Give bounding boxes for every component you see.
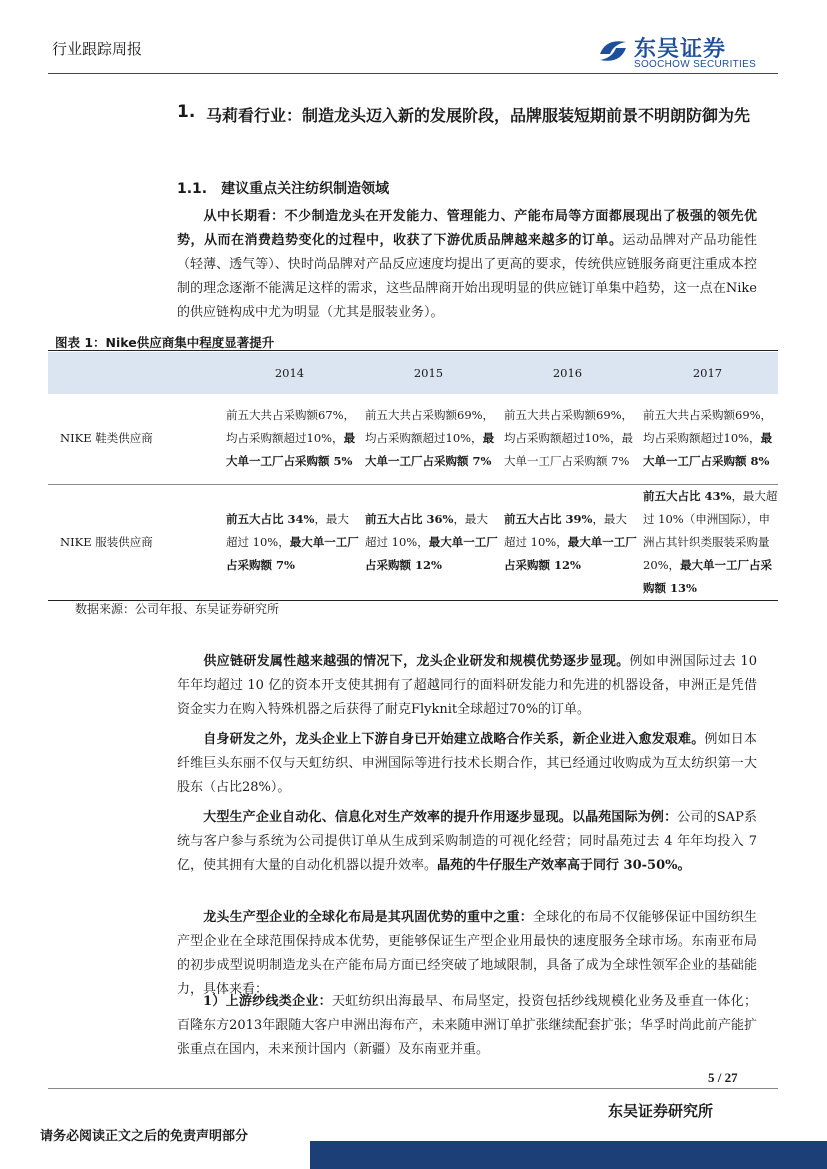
- paragraph-2-bold: 供应链研发属性越来越强的情况下，龙头企业研发和规模优势逐步显现。: [203, 654, 630, 669]
- table-header-cell: 2015: [359, 352, 498, 394]
- brand-logo: [594, 32, 774, 72]
- header-divider: [48, 73, 778, 74]
- table-header-row: [48, 352, 778, 394]
- table-cell: 前五大占比 43%，最大超过 10%（申洲国际），申洲占其针织类服装采购量 20%，最大单一工厂占采购额 13%: [643, 488, 778, 595]
- page-number: 5 / 27: [708, 1070, 738, 1085]
- section-number: 1.: [177, 102, 196, 122]
- paragraph-1: [177, 205, 757, 325]
- table-header-cell: 2017: [637, 352, 778, 394]
- paragraph-5: [177, 906, 757, 1002]
- table-row: [48, 484, 778, 600]
- paragraph-5-text: 全球化的布局不仅能够保证中国纺织生产型企业在全球范围保持成本优势，更能够保证生产型企业用最快的速度服务全球市场。东南亚布局的初步成型说明制造龙头在产能布局方面已经突破了地域限制，具备了成为全球性领军企业的基础能力，具体来看：: [177, 910, 757, 997]
- row-label: NIKE 服装供应商: [60, 534, 153, 549]
- table-cell: 前五大占比 34%，最大超过 10%，最大单一工厂占采购额 7%: [226, 511, 359, 572]
- paragraph-2-text: 例如申洲国际过去 10 年年均超过 10 亿的资本开支使其拥有了超越同行的面料研发能力和先进的机器设备，申洲正是凭借资金实力在购入特殊机器之后获得了耐克Flyknit全球超过70%的订单。: [177, 654, 757, 717]
- table-row: [48, 394, 778, 484]
- section-title: 马莉看行业：制造龙头迈入新的发展阶段，品牌服装短期前景不明朗防御为先: [206, 106, 751, 125]
- paragraph-6-bold: 1）上游纱线类企业：: [203, 994, 332, 1009]
- paragraph-4-bold-2: 晶苑的牛仔服生产效率高于同行 30-50%。: [437, 858, 691, 873]
- paragraph-4: [177, 806, 757, 878]
- table-cell: 前五大共占采购额69%，均占采购额超过10%，最大单一工厂占采购额 7%: [504, 408, 634, 469]
- table-cell: 前五大共占采购额69%，均占采购额超过10%，最大单一工厂占采购额 7%: [365, 408, 495, 469]
- subsection-heading: [177, 178, 389, 198]
- logo-en: SOOCHOW SECURITIES: [634, 59, 757, 70]
- paragraph-3-bold: 自身研发之外，龙头企业上下游自身已开始建立战略合作关系，新企业进入愈发艰难。: [203, 732, 705, 747]
- table-header-cell: [48, 352, 220, 394]
- table-cell: 前五大占比 36%，最大超过 10%，最大单一工厂占采购额 12%: [365, 511, 498, 572]
- logo-cn: 东吴证券: [634, 37, 727, 62]
- paragraph-3: [177, 728, 757, 800]
- table-header-cell: 2014: [220, 352, 359, 394]
- table-cell: 前五大占比 39%，最大超过 10%，最大单一工厂占采购额 12%: [504, 511, 637, 572]
- paragraph-5-bold: 龙头生产型企业的全球化布局是其巩固优势的重中之重：: [203, 910, 533, 925]
- figure-source: 数据来源：公司年报、东吴证券研究所: [75, 602, 280, 616]
- subsection-title: 建议重点关注纺织制造领域: [221, 181, 390, 197]
- paragraph-4-text: 公司的SAP系统与客户参与系统为公司提供订单从生成到采购制造的可视化经营；同时晶苑过去 4 年年均投入 7 亿，使其拥有大量的自动化机器以提升效率。: [177, 810, 757, 873]
- logo-mark-icon: [596, 36, 630, 66]
- table-cell: 前五大共占采购额69%，均占采购额超过10%，最大单一工厂占采购额 8%: [643, 408, 773, 469]
- supplier-table: [48, 352, 778, 601]
- paragraph-6-text: 天虹纺织出海最早、布局坚定，投资包括纱线规模化业务及垂直一体化；百隆东方2013年跟随大客户申洲出海布产，未来随申洲订单扩张继续配套扩张；华孚时尚此前产能扩张重点在国内，未来预计国内（新疆）及东南亚并重。: [177, 994, 757, 1057]
- table-cell: 前五大共占采购额67%，均占采购额超过10%，最大单一工厂占采购额 5%: [226, 408, 356, 469]
- figure-title: 图表 1：Nike供应商集中程度显著提升: [55, 335, 275, 350]
- footer-org: 东吴证券研究所: [608, 1102, 714, 1120]
- footer-disclaimer: 请务必阅读正文之后的免责声明部分: [40, 1129, 249, 1144]
- paragraph-2: [177, 650, 757, 722]
- header-title: 行业跟踪周报: [52, 40, 143, 58]
- row-label: NIKE 鞋类供应商: [60, 431, 153, 446]
- paragraph-4-bold: 大型生产企业自动化、信息化对生产效率的提升作用逐步显现。以晶苑国际为例：: [203, 810, 678, 825]
- footer-bar-mask: [0, 1141, 310, 1169]
- table-header-cell: 2016: [498, 352, 637, 394]
- paragraph-6: [177, 990, 757, 1062]
- paragraph-1-bold: 从中长期看：不少制造龙头在开发能力、管理能力、产能布局等方面都展现出了极强的领先优势，从而在消费趋势变化的过程中，收获了下游优质品牌越来越多的订单。: [177, 209, 757, 248]
- subsection-number: 1.1.: [177, 181, 208, 197]
- paragraph-3-text: 例如日本纤维巨头东丽不仅与天虹纺织、申洲国际等进行技术长期合作，其已经通过收购成为互太纺织第一大股东（占比28%）。: [177, 732, 757, 795]
- footer-divider: [48, 1088, 778, 1089]
- paragraph-1-text: 运动品牌对产品功能性（轻薄、透气等）、快时尚品牌对产品反应速度均提出了更高的要求，传统供应链服务商更注重成本控制的理念逐渐不能满足这样的需求，这些品牌商开始出现明显的供应链订单集中趋势，这一点在Nike的供应链构成中尤为明显（尤其是服装业务）。: [177, 233, 757, 320]
- figure-rule: [48, 350, 778, 351]
